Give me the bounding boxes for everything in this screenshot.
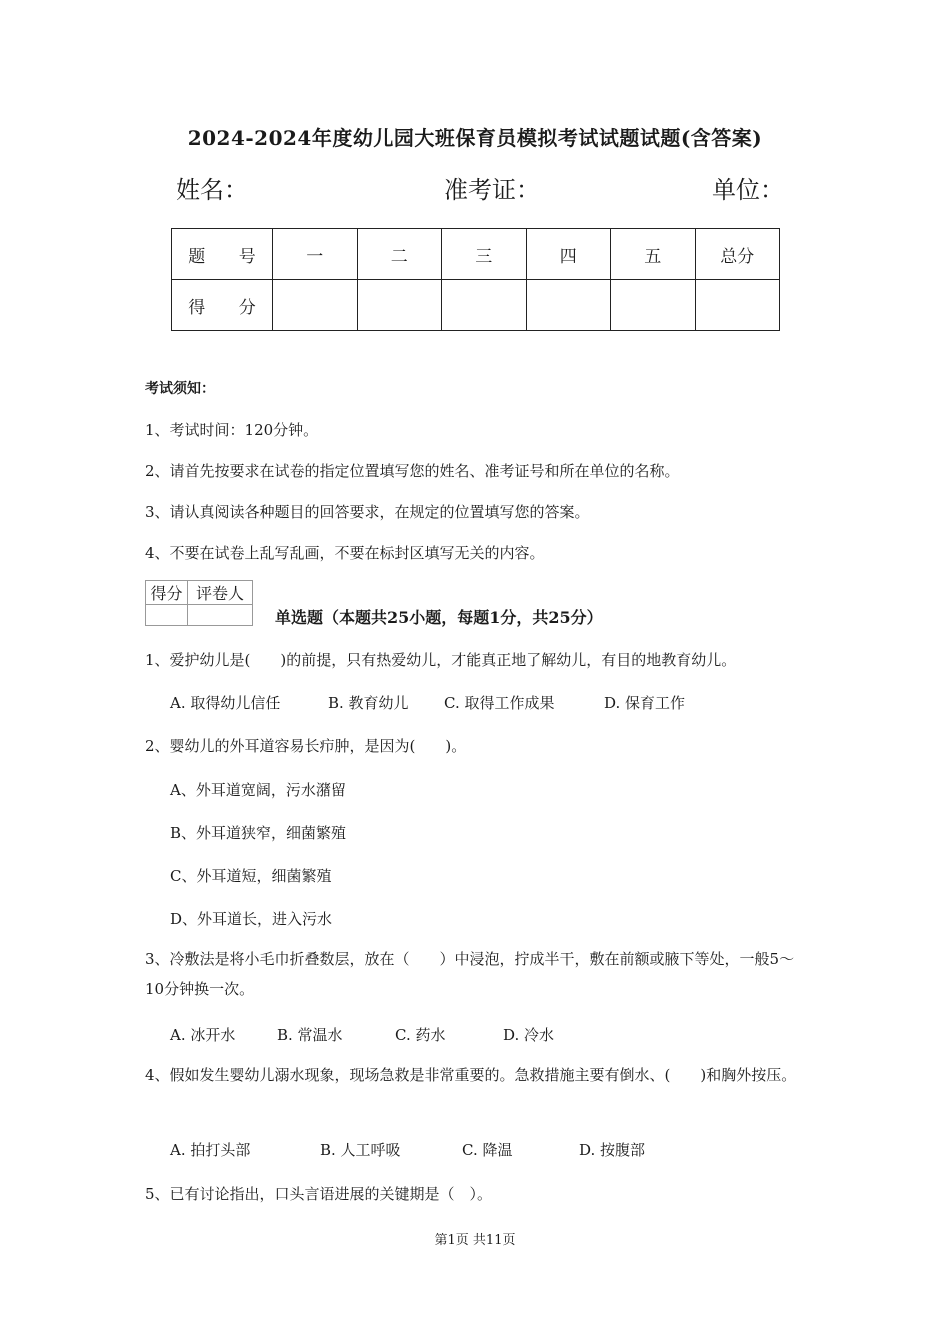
question-options	[170, 1024, 554, 1045]
option[interactable]: A、外耳道宽阔，污水潴留	[170, 781, 346, 799]
score-table-col: 一	[273, 229, 358, 280]
notice-item: 3、请认真阅读各种题目的回答要求，在规定的位置填写您的答案。	[145, 503, 590, 521]
score-table-score-row	[172, 280, 780, 331]
score-table-col: 三	[442, 229, 527, 280]
score-table-col: 总分	[695, 229, 780, 280]
score-table-label: 题 号	[172, 229, 273, 280]
option[interactable]: A. 冰开水	[170, 1026, 236, 1044]
score-cell[interactable]	[273, 280, 358, 331]
ticket-field-label: 准考证：	[444, 176, 540, 204]
option[interactable]: B. 教育幼儿	[328, 694, 409, 712]
option[interactable]: B、外耳道狭窄，细菌繁殖	[170, 824, 347, 842]
score-table	[171, 228, 780, 331]
grader-name-label: 评卷人	[188, 581, 253, 605]
question-stem: 2、婴幼儿的外耳道容易长疖肿，是因为( )。	[145, 737, 467, 755]
question-options	[170, 692, 685, 713]
grader-score-cell[interactable]	[146, 605, 188, 626]
option[interactable]: D. 按腹部	[579, 1141, 646, 1159]
score-table-col: 四	[526, 229, 611, 280]
option[interactable]: C. 降温	[462, 1141, 513, 1159]
unit-field-label: 单位：	[712, 176, 784, 204]
grader-box	[145, 580, 253, 626]
score-table-col: 五	[611, 229, 696, 280]
score-cell[interactable]	[526, 280, 611, 331]
score-cell[interactable]	[357, 280, 442, 331]
notice-item: 4、不要在试卷上乱写乱画，不要在标封区填写无关的内容。	[145, 544, 545, 562]
question-stem: 3、冷敷法是将小毛巾折叠数层，放在（ ）中浸泡，拧成半干，敷在前额或腋下等处，一般5～10分钟换一次。	[145, 950, 795, 998]
option[interactable]: C. 药水	[395, 1026, 446, 1044]
score-table-col: 二	[357, 229, 442, 280]
section-title: 单选题（本题共25小题，每题1分，共25分）	[275, 608, 603, 627]
score-table-header-row	[172, 229, 780, 280]
notice-item: 2、请首先按要求在试卷的指定位置填写您的姓名、准考证号和所在单位的名称。	[145, 462, 680, 480]
page-title: 2024-2024年度幼儿园大班保育员模拟考试试题试题(含答案)	[187, 126, 763, 150]
question-options	[170, 1139, 645, 1160]
score-row-label: 得 分	[172, 280, 273, 331]
notice-item: 1、考试时间：120分钟。	[145, 421, 319, 439]
score-cell[interactable]	[695, 280, 780, 331]
question-stem: 1、爱护幼儿是( )的前提，只有热爱幼儿，才能真正地了解幼儿，有目的地教育幼儿。	[145, 651, 737, 669]
option[interactable]: B. 人工呼吸	[320, 1141, 401, 1159]
page-footer: 第1页 共11页	[434, 1233, 516, 1248]
option[interactable]: C. 取得工作成果	[444, 694, 555, 712]
notice-title: 考试须知：	[145, 381, 215, 397]
option[interactable]: D. 保育工作	[604, 694, 686, 712]
grader-name-cell[interactable]	[188, 605, 253, 626]
option[interactable]: D. 冷水	[503, 1026, 555, 1044]
grader-score-label: 得分	[146, 581, 188, 605]
score-cell[interactable]	[442, 280, 527, 331]
option[interactable]: C、外耳道短，细菌繁殖	[170, 867, 332, 885]
option[interactable]: A. 拍打头部	[170, 1141, 251, 1159]
option[interactable]: B. 常温水	[277, 1026, 343, 1044]
option[interactable]: A. 取得幼儿信任	[170, 694, 281, 712]
option[interactable]: D、外耳道长，进入污水	[170, 910, 333, 928]
score-cell[interactable]	[611, 280, 696, 331]
question-stem: 4、假如发生婴幼儿溺水现象，现场急救是非常重要的。急救措施主要有倒水、( )和胸外按压。	[145, 1066, 797, 1084]
name-field-label: 姓名：	[176, 176, 248, 204]
question-stem: 5、已有讨论指出，口头言语进展的关键期是（ ）。	[145, 1185, 493, 1203]
